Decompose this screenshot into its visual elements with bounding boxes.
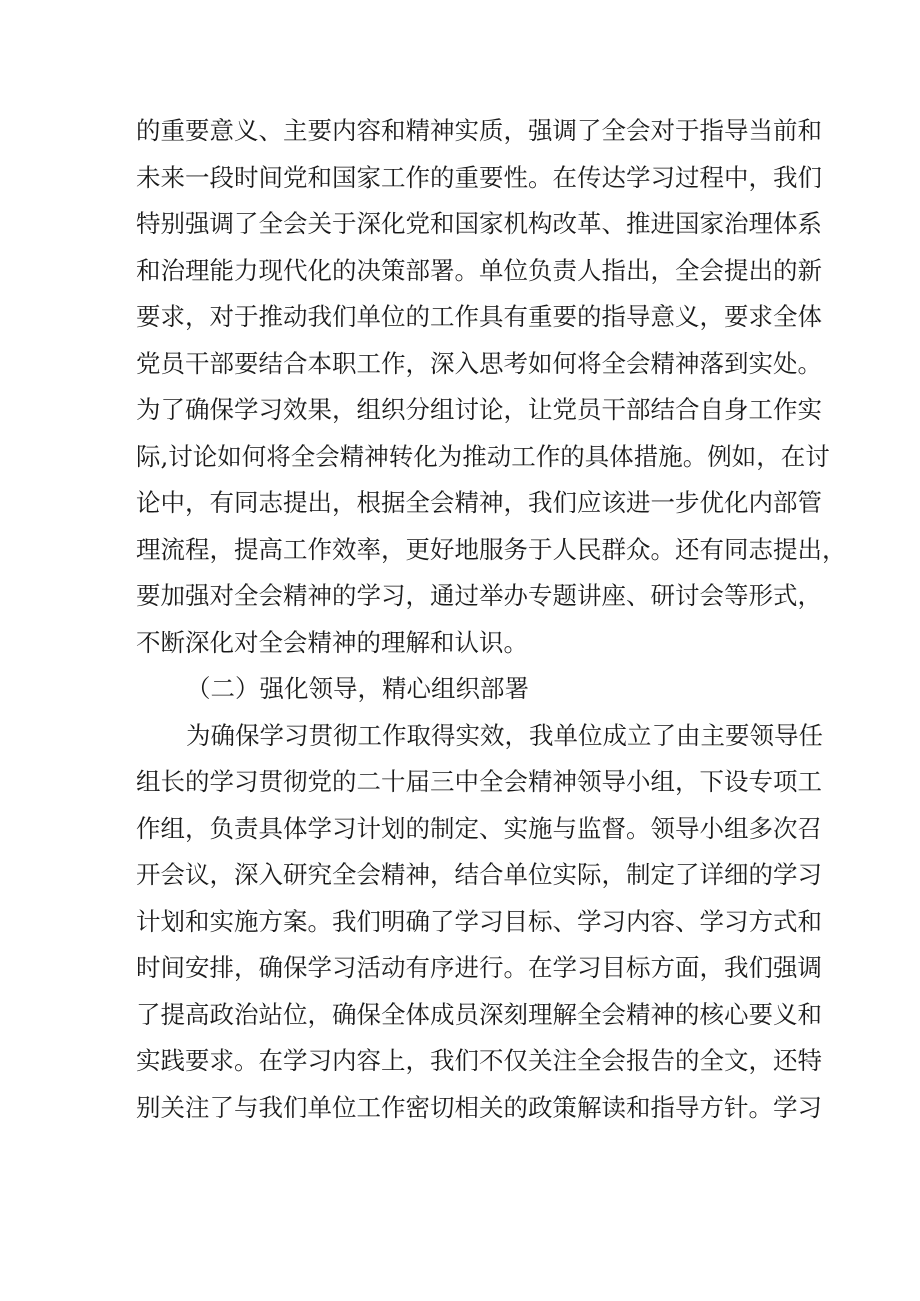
- paragraph-line: 未来一段时间党和国家工作的重要性。在传达学习过程中，我们: [136, 162, 822, 192]
- paragraph-line: 特别强调了全会关于深化党和国家机构改革、推进国家治理体系: [136, 209, 822, 238]
- paragraph-line: 实践要求。在学习内容上，我们不仅关注全会报告的全文，还特: [136, 1046, 822, 1075]
- section-heading: （二）强化领导，精心组织部署: [186, 674, 529, 703]
- paragraph-line: 计划和实施方案。我们明确了学习目标、学习内容、学习方式和: [136, 906, 822, 936]
- paragraph-line: 开会议，深入研究全会精神，结合单位实际，制定了详细的学习: [136, 860, 822, 889]
- paragraph-line: 党员干部要结合本职工作，深入思考如何将全会精神落到实处。: [136, 348, 822, 378]
- paragraph-line: 为了确保学习效果，组织分组讨论，让党员干部结合自身工作实: [136, 395, 822, 424]
- paragraph-line: 要加强对全会精神的学习，通过举办专题讲座、研讨会等形式，: [136, 581, 822, 610]
- document-body: [136, 108, 847, 1131]
- paragraph-line: 论中，有同志提出，根据全会精神，我们应该进一步优化内部管: [136, 488, 822, 517]
- paragraph-line: 和治理能力现代化的决策部署。单位负责人指出，全会提出的新: [136, 255, 822, 285]
- paragraph-line: 时间安排，确保学习活动有序进行。在学习目标方面，我们强调: [136, 953, 822, 982]
- paragraph-line: 际,讨论如何将全会精神转化为推动工作的具体措施。例如，在讨: [136, 441, 830, 471]
- paragraph-line: 为确保学习贯彻工作取得实效，我单位成立了由主要领导任: [186, 720, 823, 750]
- paragraph-line: 了提高政治站位，确保全体成员深刻理解全会精神的核心要义和: [136, 999, 822, 1029]
- paragraph-line: 的重要意义、主要内容和精神实质，强调了全会对于指导当前和: [136, 116, 822, 145]
- paragraph-line: 别关注了与我们单位工作密切相关的政策解读和指导方针。学习: [136, 1092, 822, 1122]
- paragraph-line: 要求，对于推动我们单位的工作具有重要的指导意义，要求全体: [136, 302, 822, 331]
- paragraph-line: 作组，负责具体学习计划的制定、实施与监督。领导小组多次召: [136, 813, 822, 843]
- paragraph-line: 组长的学习贯彻党的二十届三中全会精神领导小组，下设专项工: [136, 767, 822, 796]
- paragraph-line: 理流程，提高工作效率，更好地服务于人民群众。还有同志提出，: [136, 534, 847, 564]
- paragraph-line: 不断深化对全会精神的理解和认识。: [136, 627, 528, 657]
